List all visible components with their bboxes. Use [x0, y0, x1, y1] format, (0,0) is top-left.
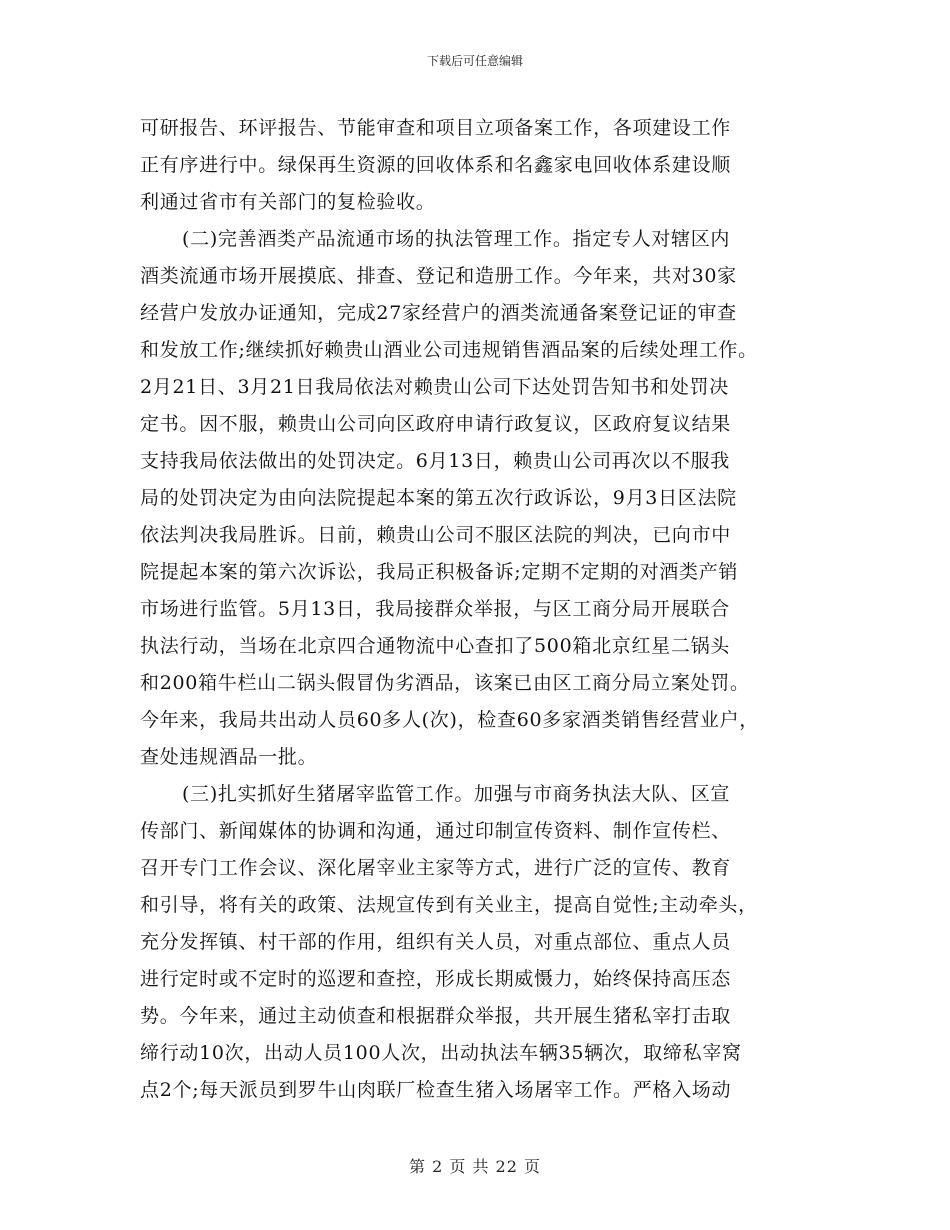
paragraph-line: 势。今年来，通过主动侦查和根据群众举报，共开展生猪私宰打击取 [140, 1005, 732, 1027]
paragraph-line: (三)扎实抓好生猪屠宰监管工作。加强与市商务执法大队、区宣 [182, 783, 731, 805]
paragraph-line: 今年来，我局共出动人员60多人(次)，检查60多家酒类销售经营业户， [140, 709, 759, 731]
document-body [140, 110, 820, 1109]
paragraph-line: 进行定时或不定时的巡逻和查控，形成长期威慑力，始终保持高压态 [140, 968, 732, 990]
paragraph-line: 酒类流通市场开展摸底、排查、登记和造册工作。今年来，共对30家 [140, 265, 737, 287]
paragraph-line: 可研报告、环评报告、节能审查和项目立项备案工作，各项建设工作 [140, 117, 732, 139]
paragraph-line: 2月21日、3月21日我局依法对赖贵山公司下达处罚告知书和处罚决 [140, 376, 729, 398]
paragraph-line: 充分发挥镇、村干部的作用，组织有关人员，对重点部位、重点人员 [140, 931, 732, 953]
paragraph-line: 传部门、新闻媒体的协调和沟通，通过印制宣传资料、制作宣传栏、 [140, 820, 732, 842]
paragraph-line: 定书。因不服，赖贵山公司向区政府申请行政复议，区政府复议结果 [140, 413, 732, 435]
paragraph-line: 和发放工作;继续抓好赖贵山酒业公司违规销售酒品案的后续处理工作。 [140, 339, 758, 361]
paragraph-line: 市场进行监管。5月13日，我局接群众举报，与区工商分局开展联合 [140, 598, 730, 620]
paragraph-line: 执法行动，当场在北京四合通物流中心查扣了500箱北京红星二锅头 [140, 635, 730, 657]
paragraph-line: 和200箱牛栏山二锅头假冒伪劣酒品，该案已由区工商分局立案处罚。 [140, 672, 750, 694]
paragraph-line: 召开专门工作会议、深化屠宰业主家等方式，进行广泛的宣传、教育 [140, 857, 732, 879]
paragraph-line: (二)完善酒类产品流通市场的执法管理工作。指定专人对辖区内 [182, 228, 731, 250]
paragraph-line: 经营户发放办证通知，完成27家经营户的酒类流通备案登记证的审查 [140, 302, 737, 324]
paragraph-line: 正有序进行中。绿保再生资源的回收体系和名鑫家电回收体系建设顺 [140, 154, 732, 176]
paragraph-line: 缔行动10次，出动人员100人次，出动执法车辆35辆次，取缔私宰窝 [140, 1042, 742, 1064]
paragraph-line: 和引导，将有关的政策、法规宣传到有关业主，提高自觉性;主动牵头， [140, 894, 758, 916]
paragraph-line: 局的处罚决定为由向法院提起本案的第五次行政诉讼，9月3日区法院 [140, 487, 737, 509]
page-number-footer: 第 2 页 共 22 页 [409, 1157, 541, 1176]
page-header: 下载后可任意编辑 [426, 54, 523, 68]
paragraph-line: 利通过省市有关部门的复检验收。 [140, 191, 436, 213]
paragraph-line: 点2个;每天派员到罗牛山肉联厂检查生猪入场屠宰工作。严格入场动 [140, 1079, 732, 1101]
paragraph-line: 支持我局依法做出的处罚决定。6月13日，赖贵山公司再次以不服我 [140, 450, 730, 472]
paragraph-line: 依法判决我局胜诉。日前，赖贵山公司不服区法院的判决，已向市中 [140, 524, 732, 546]
paragraph-line: 查处违规酒品一批。 [140, 746, 318, 768]
paragraph-line: 院提起本案的第六次诉讼，我局正积极备诉;定期不定期的对酒类产销 [140, 561, 739, 583]
